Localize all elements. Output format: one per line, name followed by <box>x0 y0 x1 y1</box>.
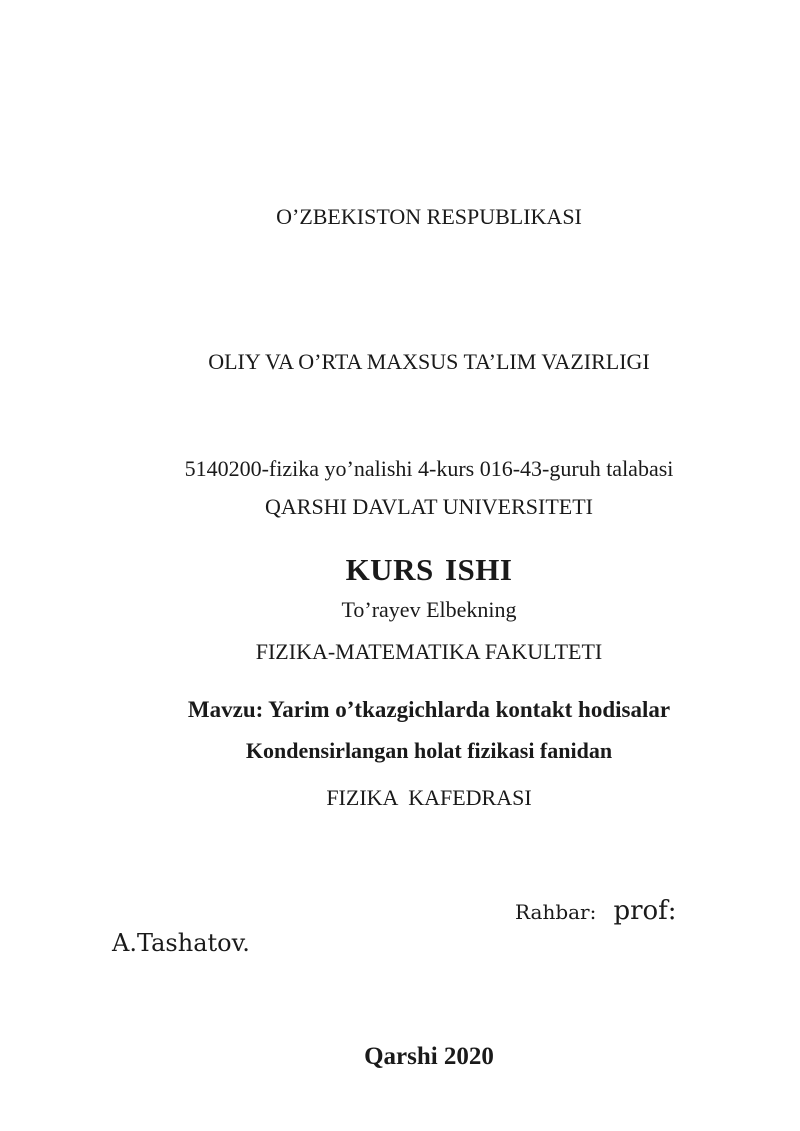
course-subject-line: Kondensirlangan holat fizikasi fanidan <box>245 738 613 763</box>
supervisor-degree: prof: <box>613 896 677 926</box>
supervisor-name: A.Tashatov. <box>112 929 250 957</box>
document-title: KURS ISHI <box>345 552 513 587</box>
header-line-department: FIZIKA KAFEDRASI <box>326 784 532 810</box>
header-line-country: O’ZBEKISTON RESPUBLIKASI <box>276 203 582 229</box>
header-line-faculty: FIZIKA-MATEMATIKA FAKULTETI <box>255 639 603 665</box>
supervisor-label: Rahbar: <box>515 900 597 924</box>
student-info <box>112 351 746 868</box>
header-line-ministry: OLIY VA O’RTA MAXSUS TA’LIM VAZIRLIGI <box>208 349 650 375</box>
city-year-line: Qarshi 2020 <box>364 1043 494 1070</box>
student-program-line: 5140200-fizika yo’nalishi 4-kurs 016-43-guruh talabasi <box>184 456 674 481</box>
topic-line: Mavzu: Yarim o’tkazgichlarda kontakt hodisalar <box>187 697 671 722</box>
student-name-line: To’rayev Elbekning <box>341 597 517 622</box>
supervisor-line <box>515 896 677 926</box>
header-line-university: QARSHI DAVLAT UNIVERSITETI <box>265 494 593 520</box>
